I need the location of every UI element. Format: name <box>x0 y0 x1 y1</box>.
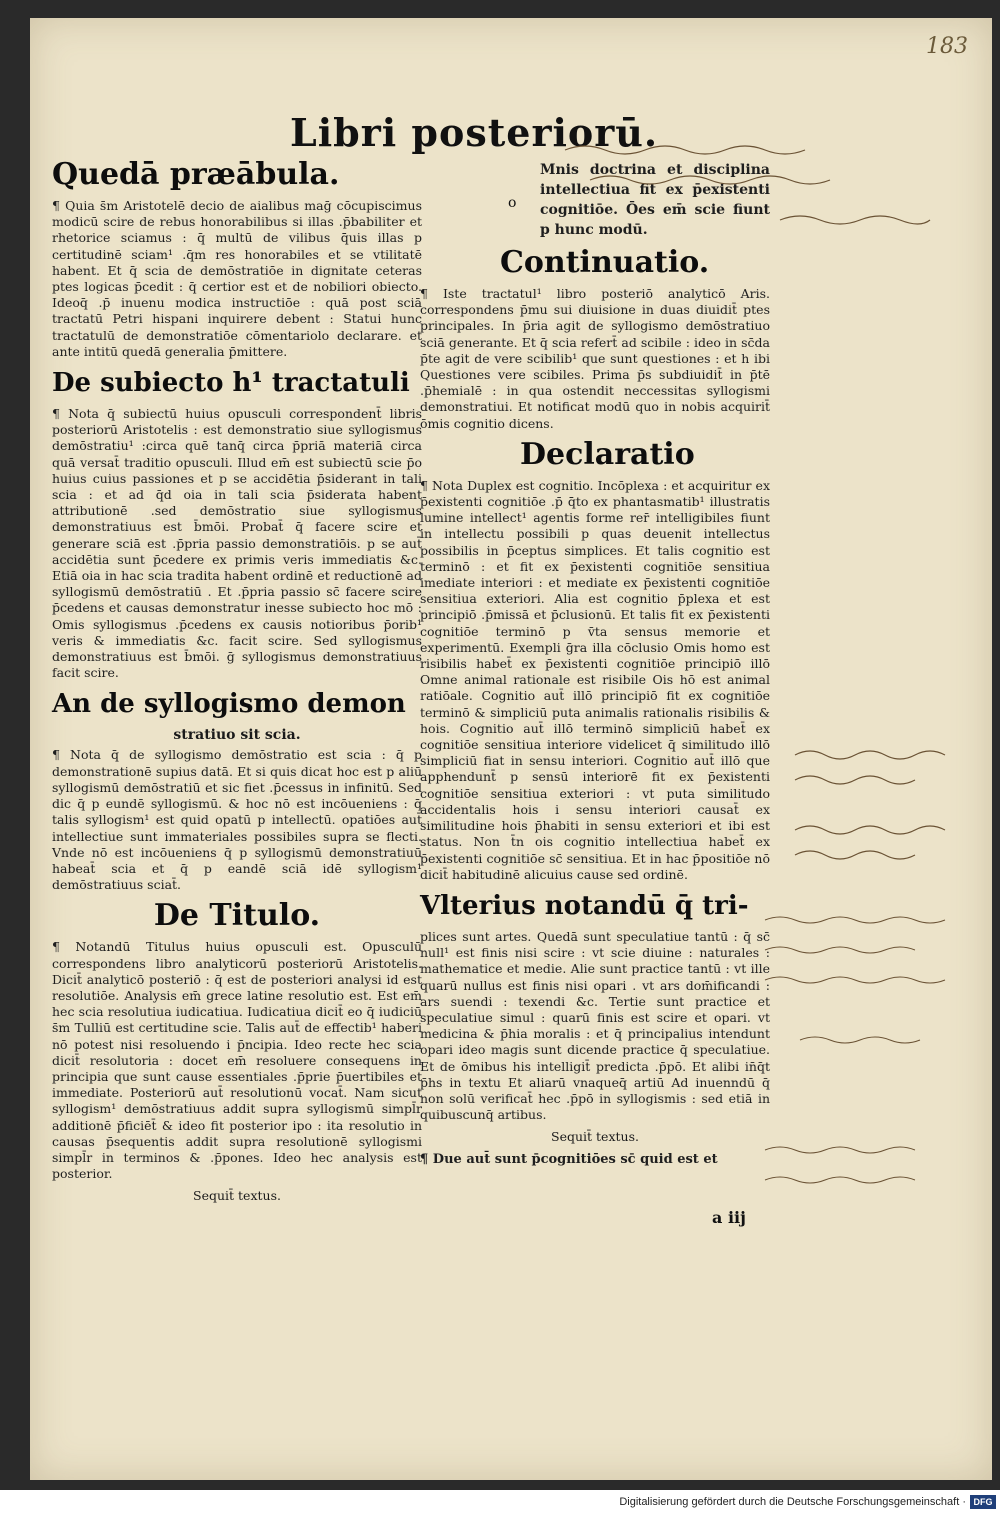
heading-vlterius: Vlterius notandū q̄ tri- <box>420 890 749 921</box>
funding-credit: Digitalisierung gefördert durch die Deutsche Forschungsgemeinschaft · <box>619 1496 966 1508</box>
sequitur-textus-right: Sequit̄ textus. <box>551 1129 639 1145</box>
marginal-gloss-middle <box>790 740 960 884</box>
footer-bar <box>0 1490 1000 1517</box>
handwriting-scribble <box>760 900 960 1230</box>
right-column <box>420 160 770 1175</box>
marginal-gloss-lower <box>760 900 960 1234</box>
heading-de-subiecto: De subiecto h¹ tractatuli <box>52 368 410 399</box>
dfg-logo: DFG <box>970 1495 996 1509</box>
left-column <box>52 152 422 1211</box>
handwriting-scribble <box>560 140 940 260</box>
heading-continuatio: Continuatio. <box>500 245 710 280</box>
subheading-an-de-syllogismo: stratiuo sit scia. <box>173 727 301 744</box>
paragraph-declaratio: ¶ Nota Duplex est cognitio. Incōplexa : et acquiritur ex p̄existenti cognitiōe .p̄ q̄̄to ex phantasmatib¹ illustratis lumine intellect¹ agentis forme rer̄ intelligibiles fiunt in intellectu possibili p quas deuenit intellectus possibilis in p̄ceptus simplices. Et talis cognitio est terminō : et fit ex p̄existenti cognitiōe sensitiua imediate interiori : et mediate ex p̄existenti cognitiōe sensitiua exteriori. Alia est cognitio p̄plexa et est principiō .p̄missā et p̄clusionū. Et talis fit ex p̄existenti cognitiōe terminō p v̄ta sensus memorie et experimentū. Exempli ḡra illa cōclusio Omis homo est risibilis habet̄ ex p̄existenti cognitiōe principiō illō Omne animal rationale est risibile Ois hō est animal ratiōale. Cognitio aut̄ illō principiō fit ex cognitiōe terminō & simpliciū puta animalis rationalis risibilis & hois. Cognitio aut̄ illō terminō simpliciū habet̄ ex cognitiōe sensitiua interiore videlicet q̄ similitudo illō simpliciū fiat in sensu interiori. Cognitio aut̄ illō que apphendunt̄ p sensū interiorē fit ex p̄existenti cognitiōe sensitiua exteriori : vt puta similitudo accidentalis hois i sensu interiori causat̄ ex similitudine hois p̄habiti in sensu exteriori et ibi est status. Non t̄n ois cognitio intellectiua habet̄ ex p̄existenti cognitiōe sc̄ sensitiua. Et in hac p̄positiōe nō dicit̄ habitudinē alicuius cause sed ordinē. <box>420 477 770 882</box>
sequitur-textus-left: Sequit̄ textus. <box>193 1188 281 1204</box>
marginal-gloss-top <box>560 140 940 264</box>
paragraph-vlterius: plices sunt artes. Quedā sunt speculatiue tantū : q̄ sc̄ null¹ est finis nisi scire : vt scie diuine : naturales : mathematice et medie. Alie sunt practice tantū : vt ille quarū nullus est finis nisi opari . vt ars dom̄ificandi : ars suendi : texendi &c. Tertie sunt practice et speculatiue simul : quarū finis est scire et opari. vt medicina & p̄hia moralis : et q̄ principalius intendunt opari ideo magis sunt dicende practice q̄ speculatiue. Et de ōmibus his intelligit̄ predicta .p̄pō. Et alibi in̄q̄t p̄hs in textu Et aliarū vnaqueq̄ artiū Ad inuenndū q̄ non solū verificat̄ hec .p̄pō in syllogismis : sed etiā in quibuscunq̄ artibus. <box>420 928 770 1123</box>
paragraph-continuatio: ¶ Iste tractatul¹ libro posteriō analyticō Aris. correspondens p̄mu sui diuisione in duas diuidit̄ ptes principales. In p̄ria agit de syllogismo demōstratiuo sciā generante. Et q̄ scia refert̄ ad scibile : ideo in sc̄da p̄te agit de vere scibilib¹ que sunt questiones : et h ibi Questiones vere scibiles. Prima p̄s subdiuidit̄ in p̄tē .p̄hemialē : in qua ostendit neccessitas syllogismi demonstratiui. Et notificat modū quo in nobis acquirit̄ ōmis cognitio dicens. <box>420 286 770 431</box>
folio-number: 183 <box>926 34 968 59</box>
heading-praeambula: Quedā præābula. <box>52 157 340 192</box>
paragraph-praeambula: ¶ Quia s̄m Aristotelē decio de aialibus maḡ cōcupiscimus modicū scire de rebus honorabilibus si illas .p̄babiliter et rhetorice sciamus : q̄ multū de vilibus q̄̄uis illas p certitudinē sciam¹ .q̄m res honorabiles et se vtilitatē habent. Et q̄ scia de demōstratiōe in dignitate ceteras ptes logicas p̄cedit : q̄ certior est et de nobiliori obiecto. Ideoq̄ .p̄ inuenu modica instructiōe : quā post sciā tractatū Petri hispani inquirere debent : Statui hunc tractatulū de demonstratiōe cōmentariolo declarare. et ante intitū quedā generalia p̄mittere. <box>52 198 422 359</box>
opening-text: Mnis doctrina et disciplina intellectiua fit ex p̄existenti cognitiōe. Ōes em̄ scie fiunt p hunc modū. <box>540 162 770 238</box>
signature-mark: a iij <box>712 1208 746 1227</box>
handwriting-scribble <box>790 740 960 880</box>
running-head: Libri posteriorū. <box>290 110 659 155</box>
closing-line: ¶ Due aut̄ sunt p̄cognitiōes sc̄ quid est et <box>420 1152 718 1168</box>
paragraph-de-subiecto: ¶ Nota q̄ subiectū huius opusculi correspondent̄ libris posteriorū Aristotelis : est demonstratio siue syllogismus demōstratiu¹ :circa quē tanq̄ circa p̄priā materiā circa quā versat̄ traditio opusculi. Illud em̄ est subiectū scie p̄o huius cuius passiones et p se accidētia p̄siderant in tali scia : et ad q̄d oia in tali scia p̄siderata habent attributionē .sed demōstratio siue syllogismus demonstratiuus est b̄mōi. Probat̄ q̄ facere scire et generare sciā est .p̄pria passio demonstratiōis. p se aut̄ accidētia sunt p̄cedere ex primis veris immediatis &c. Etiā oia in hac scia tradita habent ordinē et reductionē ad syllogismū demōstratiū . Et .p̄pria passio sc̄ facere scire p̄cedens et causas demonstratur inesse subiecto hoc mō : Omis syllogismus .p̄cedens ex causis notioribus p̄orib¹ veris & immediatis &c. facit scire. Sed syllogismus demonstratiuus est b̄mōi. ḡ syllogismus demonstratiuus facit scire. <box>52 406 422 681</box>
heading-an-de-syllogismo: An de syllogismo demon <box>52 689 406 720</box>
paragraph-de-titulo: ¶ Notandū Titulus huius opusculi est. Opusculū correspondens libro analyticorū posteriorū Aristotelis. Dicit̄ analyticō posteriō : q̄ est de posteriori analysi id est resolutiōe. Analysis em̄ grece latine resolutio est. Est em̄ hec scia resolutiua iudicatiua. Iudicatiua dicit̄ eo q̄ iudiciū s̄m Tulliū est certitudine scie. Talis aut̄ de effectib¹ haberi nō potest nisi resoluendo i p̄ncipia. Ideo recte hec scia dicit̄ resolutoria : docet em̄ resoluere consequens in principia que sunt cause essentiales .p̄prie p̄uertibiles et immediate. Posteriorū aut̄ resolutionū vocat̄. Nam sicut syllogism¹ demōstratiuus addit supra syllogismū simpl̄r additionē p̄ficiēt̄ & ideo fit posterior ipo : ita resolutio in causas p̄sequentis addit supra resolutionē syllogismi simpl̄r in terminos & .p̄pones. Ideo hec analysis est posterior. <box>52 939 422 1182</box>
paragraph-an-de-syllogismo: ¶ Nota q̄ de syllogismo demōstratio est scia : q̄ p demonstrationē supius datā. Et si quis dicat hoc est p aliū syllogismū demōstratiū et sic fiet .p̄cessus in infinitū. Sed dic q̄ p eundē syllogismū. & hoc nō est incōueniens : q̄ talis syllogism¹ est quid opatū p intellectū. opatiōes aut̄ intellectiue sunt immateriales possibiles supra se flecti. Vnde nō est incōueniens q̄ p syllogismū demonstratiuū habeat̄ scia et q̄ p eandē sciā idē syllogism¹ demōstratiuus sciat̄. <box>52 747 422 893</box>
paragraph-mark: o <box>508 195 517 211</box>
heading-de-titulo: De Titulo. <box>153 898 321 934</box>
heading-declaratio: Declaratio <box>520 436 695 472</box>
